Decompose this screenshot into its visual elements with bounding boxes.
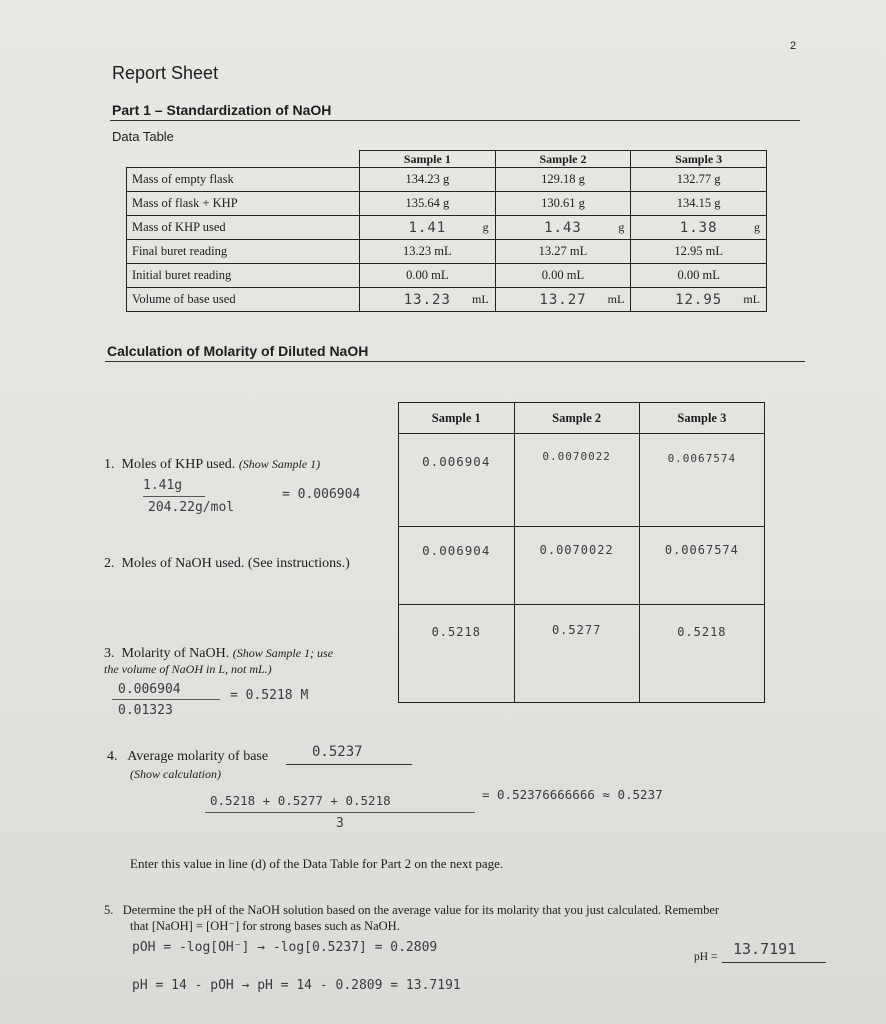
calc-heading: Calculation of Molarity of Diluted NaOH	[107, 343, 369, 359]
part1-rule	[110, 120, 800, 121]
table-row: Mass of empty flask 134.23 g 129.18 g 132.77 g	[127, 168, 767, 192]
ph-label: pH =	[694, 951, 718, 963]
base-volume-sample-2: 13.27	[539, 291, 587, 308]
calc-col-sample-2: Sample 2	[514, 403, 639, 434]
data-table-label: Data Table	[112, 129, 174, 144]
table-row: Mass of flask + KHP 135.64 g 130.61 g 134.15 g	[127, 192, 767, 216]
base-volume-sample-3: 12.95	[675, 291, 723, 308]
table-row: 0.5218 0.5277 0.5218	[399, 605, 765, 703]
calc-col-sample-1: Sample 1	[399, 403, 515, 434]
table-row: Volume of base used 13.23 mL 13.27 mL 12.95 mL	[127, 288, 767, 312]
data-table	[126, 150, 767, 312]
table-row: 0.006904 0.0070022 0.0067574	[399, 527, 765, 605]
question-4: 4. Average molarity of base	[107, 749, 269, 764]
enter-value-note: Enter this value in line (d) of the Data Table for Part 2 on the next page.	[130, 856, 504, 871]
question-2: 2. Moles of NaOH used. (See instructions.)	[104, 556, 350, 571]
calc-table	[398, 402, 765, 703]
khp-mass-sample-1: 1.41	[408, 219, 447, 236]
calc-rule	[105, 361, 805, 362]
khp-mass-sample-2: 1.43	[544, 219, 582, 236]
table-row: Initial buret reading 0.00 mL 0.00 mL 0.00 mL	[127, 264, 767, 288]
col-header-sample-2: Sample 2	[495, 151, 631, 168]
table-row: Mass of KHP used 1.41 g 1.43 g 1.38 g	[127, 216, 767, 240]
question-3: 3. Molarity of NaOH. (Show Sample 1; use	[104, 646, 334, 661]
col-header-sample-1: Sample 1	[360, 151, 496, 168]
average-molarity-answer: 0.5237	[312, 744, 363, 760]
col-header-sample-3: Sample 3	[631, 151, 767, 168]
part1-heading: Part 1 – Standardization of NaOH	[112, 102, 332, 118]
table-row: Final buret reading 13.23 mL 13.27 mL 12.95 mL	[127, 240, 767, 264]
ph-answer: 13.7191	[733, 940, 797, 958]
question-5: 5. Determine the pH of the NaOH solution based on the average value for its molarity that you just calculated. Remember	[104, 903, 720, 917]
khp-mass-sample-3: 1.38	[679, 219, 718, 236]
base-volume-sample-1: 13.23	[403, 291, 451, 308]
report-sheet-page: 2 Report Sheet Part 1 – Standardization of NaOH Data Table Sample 1 Sample 2 Sample 3 Mass of empty flask 134.23 g 129.18 g 132.77 g Mass of flask + KHP 135.64 g 130.61 g 134.15 g Mass of KHP used 1.41 g 1.43 g 1.38 g Final buret reading 13.23 mL 13.27 mL 12.95 mL Initial buret reading 0.00 mL 0.00 mL 0.00 mL Volume of base used 13.23 mL 13.27 mL 12.95 mL Calculation of Molarity of Diluted NaOH Sample 1 Sample 2 Sample 3 0.006904 0.0070022 0.0067574 0.006904 0.0070022 0.0067574 0.5218 0.5277 0.5218 1. Moles of KHP used. (Show Sample 1) 1.41g 204.22g/mol = 0.006904 2. Moles of NaOH used. (See instructions.) 3. Molarity of NaOH. (Show Sample 1; use the volume of NaOH in L, not mL.) 0.006904 0.01323 = 0.5218 M 4. Average molarity of base 0.5237 (Show calculation) 0.5218 + 0.5277 + 0.5218 3 = 0.52376666666 ≈ 0.5237 Enter this value in line (d) of the Data Table for Part 2 on the next page. 5. Determine the pH of the NaOH solution based on the average value for its molarity that you just calculated. Remember that [NaOH] = [OH⁻] for strong bases such as NaOH. pOH = -log[OH⁻] → -log[0.5237] = 0.2809 pH = 14 - pOH → pH = 14 - 0.2809 = 13.7191 pH = 13.7191	[0, 0, 886, 1024]
table-row: 0.006904 0.0070022 0.0067574	[399, 434, 765, 527]
question-1: 1. Moles of KHP used. (Show Sample 1)	[104, 457, 321, 472]
page-number: 2	[790, 40, 797, 52]
calc-col-sample-3: Sample 3	[639, 403, 764, 434]
page-title: Report Sheet	[112, 63, 219, 83]
